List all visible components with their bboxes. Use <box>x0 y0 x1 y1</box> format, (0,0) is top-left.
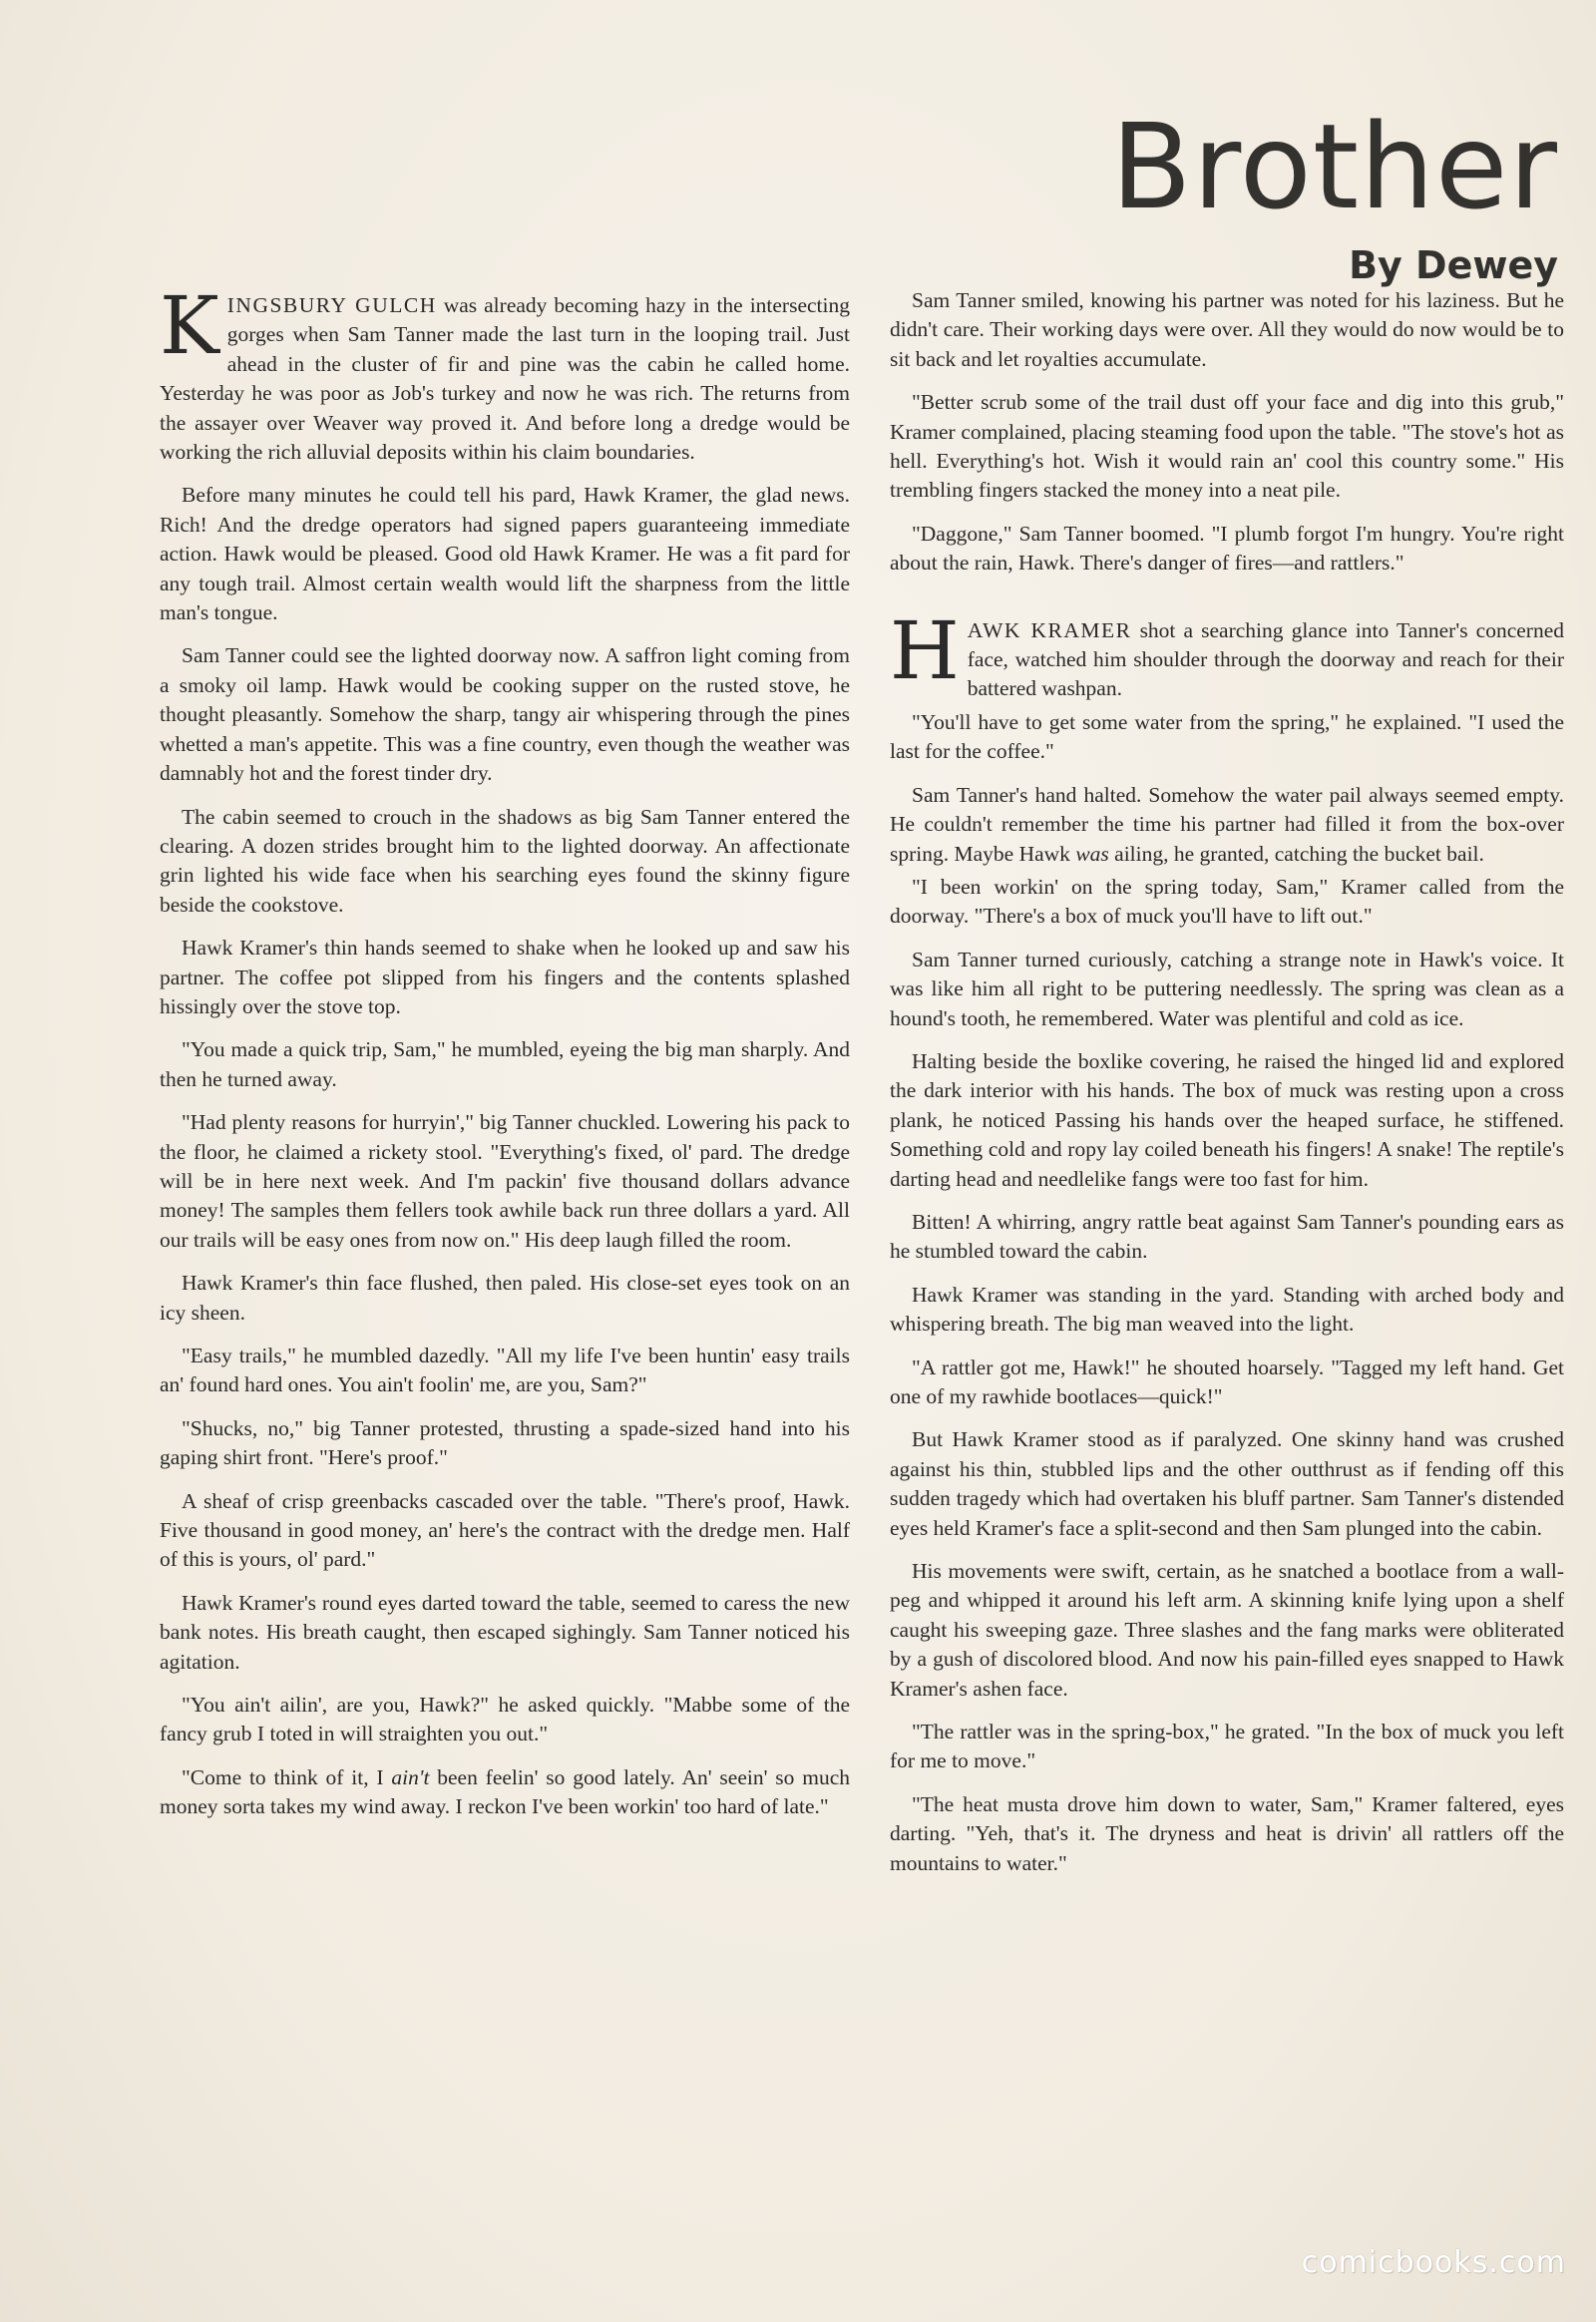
right-column <box>890 286 1564 1892</box>
drop-cap: K <box>160 279 219 372</box>
paragraph <box>890 781 1564 869</box>
paragraph: But Hawk Kramer stood as if paralyzed. One skinny hand was crushed against his thin, stubbled lips and the other outthrust as if fending off this sudden tragedy which had overtaken his bluff partner. Sam Tanner's distended eyes held Kramer's face a split-second and then Sam plunged into the cabin. <box>890 1427 1564 1540</box>
paragraph: "The heat musta drove him down to water, Sam," Kramer faltered, eyes darting. "Yeh, that's it. The dryness and heat is drivin' all rattlers off the mountains to water." <box>890 1791 1564 1875</box>
paragraph: "Easy trails," he mumbled dazedly. "All my life I've been huntin' easy trails an' found hard ones. You ain't foolin' me, are you, Sam?" <box>160 1344 850 1397</box>
paragraph-text: was already becoming hazy in the intersecting gorges when Sam Tanner made the last turn in the looping trail. Just ahead in the cluster of fir and pine was the cabin he called home. Yesterday he was poor as Job's turkey and now he was rich. The returns from the assayer over Weaver way proved it. And before long a dredge would be working the rich alluvial deposits within his claim boundaries. <box>160 293 850 465</box>
paragraph: Sam Tanner could see the lighted doorway now. A saffron light coming from a smoky oil lamp. Hawk would be cooking supper on the rusted stove, he thought pleasantly. Somehow the sharp, tangy air whispering through the pines whetted a man's appetite. This was a fine country, even though the weather was damnably hot and the forest tinder dry. <box>160 643 850 786</box>
paragraph: "The rattler was in the spring-box," he grated. "In the box of muck you left for me to move." <box>890 1720 1564 1773</box>
paragraph: "Daggone," Sam Tanner boomed. "I plumb forgot I'm hungry. You're right about the rain, Hawk. There's danger of fires—and rattlers." <box>890 521 1564 576</box>
drop-cap: H <box>890 603 960 697</box>
paragraph: A sheaf of crisp greenbacks cascaded over the table. "There's proof, Hawk. Five thousand in good money, an' here's the contract with the dredge men. Half of this is yours, ol' pard." <box>160 1488 850 1572</box>
paragraph: "Better scrub some of the trail dust off your face and dig into this grub," Kramer complained, placing steaming food upon the table. "The stove's hot as hell. Everything's hot. Wish it would rain an' cool this country some." His trembling fingers stacked the money into a neat pile. <box>890 390 1564 503</box>
paragraph: "You made a quick trip, Sam," he mumbled, eyeing the big man sharply. And then he turned away. <box>160 1037 850 1091</box>
paragraph-text: been feelin' so good lately. An' seein' so much money sorta takes my wind away. I reckon I've been workin' too hard of late." <box>160 1764 850 1819</box>
paragraph: Bitten! A whirring, angry rattle beat against Sam Tanner's pounding ears as he stumbled toward the cabin. <box>890 1209 1564 1264</box>
paragraph: Halting beside the boxlike covering, he raised the hinged lid and explored the dark interior with his hands. The box of muck was resting upon a cross plank, he noticed Passing his hands over the heaped surface, he stiffened. Something cold and ropy lay coiled beneath his fingers! A snake! The reptile's darting head and needlelike fangs were too fast for him. <box>890 1048 1564 1191</box>
emphasis: ain't <box>391 1764 430 1789</box>
paragraph <box>160 279 850 467</box>
paragraph: "A rattler got me, Hawk!" he shouted hoarsely. "Tagged my left hand. Get one of my rawhide bootlaces—quick!" <box>890 1354 1564 1408</box>
paragraph: Before many minutes he could tell his pard, Hawk Kramer, the glad news. Rich! And the dredge operators had signed papers guaranteeing immediate action. Hawk would be pleased. Good old Hawk Kramer. He was a fit pard for any tough trail. Almost certain wealth would lift the sharpness from the little man's tongue. <box>160 483 850 625</box>
paragraph: Hawk Kramer's thin hands seemed to shake when he looked up and saw his partner. The coffee pot slipped from his fingers and the contents splashed hissingly over the stove top. <box>160 936 850 1018</box>
paragraph: Hawk Kramer was standing in the yard. Standing with arched body and whispering breath. The big man weaved into the light. <box>890 1282 1564 1337</box>
byline: By Dewey <box>1349 243 1558 287</box>
paragraph: "Had plenty reasons for hurryin'," big Tanner chuckled. Lowering his pack to the floor, he claimed a rickety stool. "Everything's fixed, ol' pard. The dredge will be in here next week. And I'm packin' five thousand dollars advance money! The samples them fellers took awhile back run three dollars a yard. All our trails will be easy ones from now on." His deep laugh filled the room. <box>160 1110 850 1252</box>
paragraph: Sam Tanner smiled, knowing his partner was noted for his laziness. But he didn't care. Their working days were over. All they would do now would be to sit back and let royalties accumulate. <box>890 288 1564 371</box>
paragraph-text: "Come to think of it, I <box>182 1764 392 1789</box>
lead-caps: INGSBURY GULCH <box>226 293 437 317</box>
paragraph: "You'll have to get some water from the spring," he explained. "I used the last for the coffee." <box>890 709 1564 764</box>
paragraph: "Shucks, no," big Tanner protested, thrusting a spade-sized hand into his gaping shirt front. "Here's proof." <box>160 1415 850 1470</box>
emphasis: was <box>1075 841 1109 866</box>
paragraph: Hawk Kramer's round eyes darted toward the table, seemed to caress the new bank notes. His breath caught, then escaped sighingly. Sam Tanner noticed his agitation. <box>160 1590 850 1674</box>
paragraph: Hawk Kramer's thin face flushed, then paled. His close-set eyes took on an icy sheen. <box>160 1271 850 1325</box>
title-block <box>1110 98 1558 287</box>
left-column <box>160 279 850 1836</box>
paragraph-text: Sam Tanner's hand halted. Somehow the water pail always seemed empty. He couldn't remember the time his partner had filled it from the box-over spring. Maybe Hawk <box>890 782 1564 866</box>
watermark: comicbooks.com <box>1301 2245 1566 2280</box>
paragraph: The cabin seemed to crouch in the shadows as big Sam Tanner entered the clearing. A dozen strides brought him to the lighted doorway. An affectionate grin lighted his wide face when his searching eyes found the skinny figure beside the cookstove. <box>160 804 850 917</box>
paragraph: Sam Tanner turned curiously, catching a strange note in Hawk's voice. It was like him all right to be puttering needlessly. The spring was clean as a hound's tooth, he remembered. Water was plentiful and cold as ice. <box>890 947 1564 1030</box>
paragraph <box>160 1763 850 1822</box>
paragraph: "I been workin' on the spring today, Sam," Kramer called from the doorway. "There's a box of muck you'll have to lift out." <box>890 874 1564 929</box>
lead-caps: AWK KRAMER <box>967 617 1132 642</box>
paragraph-text: ailing, he granted, catching the bucket bail. <box>1108 841 1484 866</box>
paragraph: His movements were swift, certain, as he snatched a bootlace from a wall-peg and whipped it around his left arm. A skinning knife lying upon a shelf caught his sweeping gaze. Three slashes and the fang marks were obliterated by a gush of discolored blood. And now his pain-filled eyes snapped to Hawk Kramer's ashen face. <box>890 1559 1564 1701</box>
paragraph <box>890 603 1564 704</box>
paragraph: "You ain't ailin', are you, Hawk?" he asked quickly. "Mabbe some of the fancy grub I toted in will straighten you out." <box>160 1693 850 1746</box>
story-title: Brother <box>1110 98 1558 235</box>
paragraph-text: shot a searching glance into Tanner's concerned face, watched him shoulder through the doorway and reach for their battered washpan. <box>967 617 1564 701</box>
